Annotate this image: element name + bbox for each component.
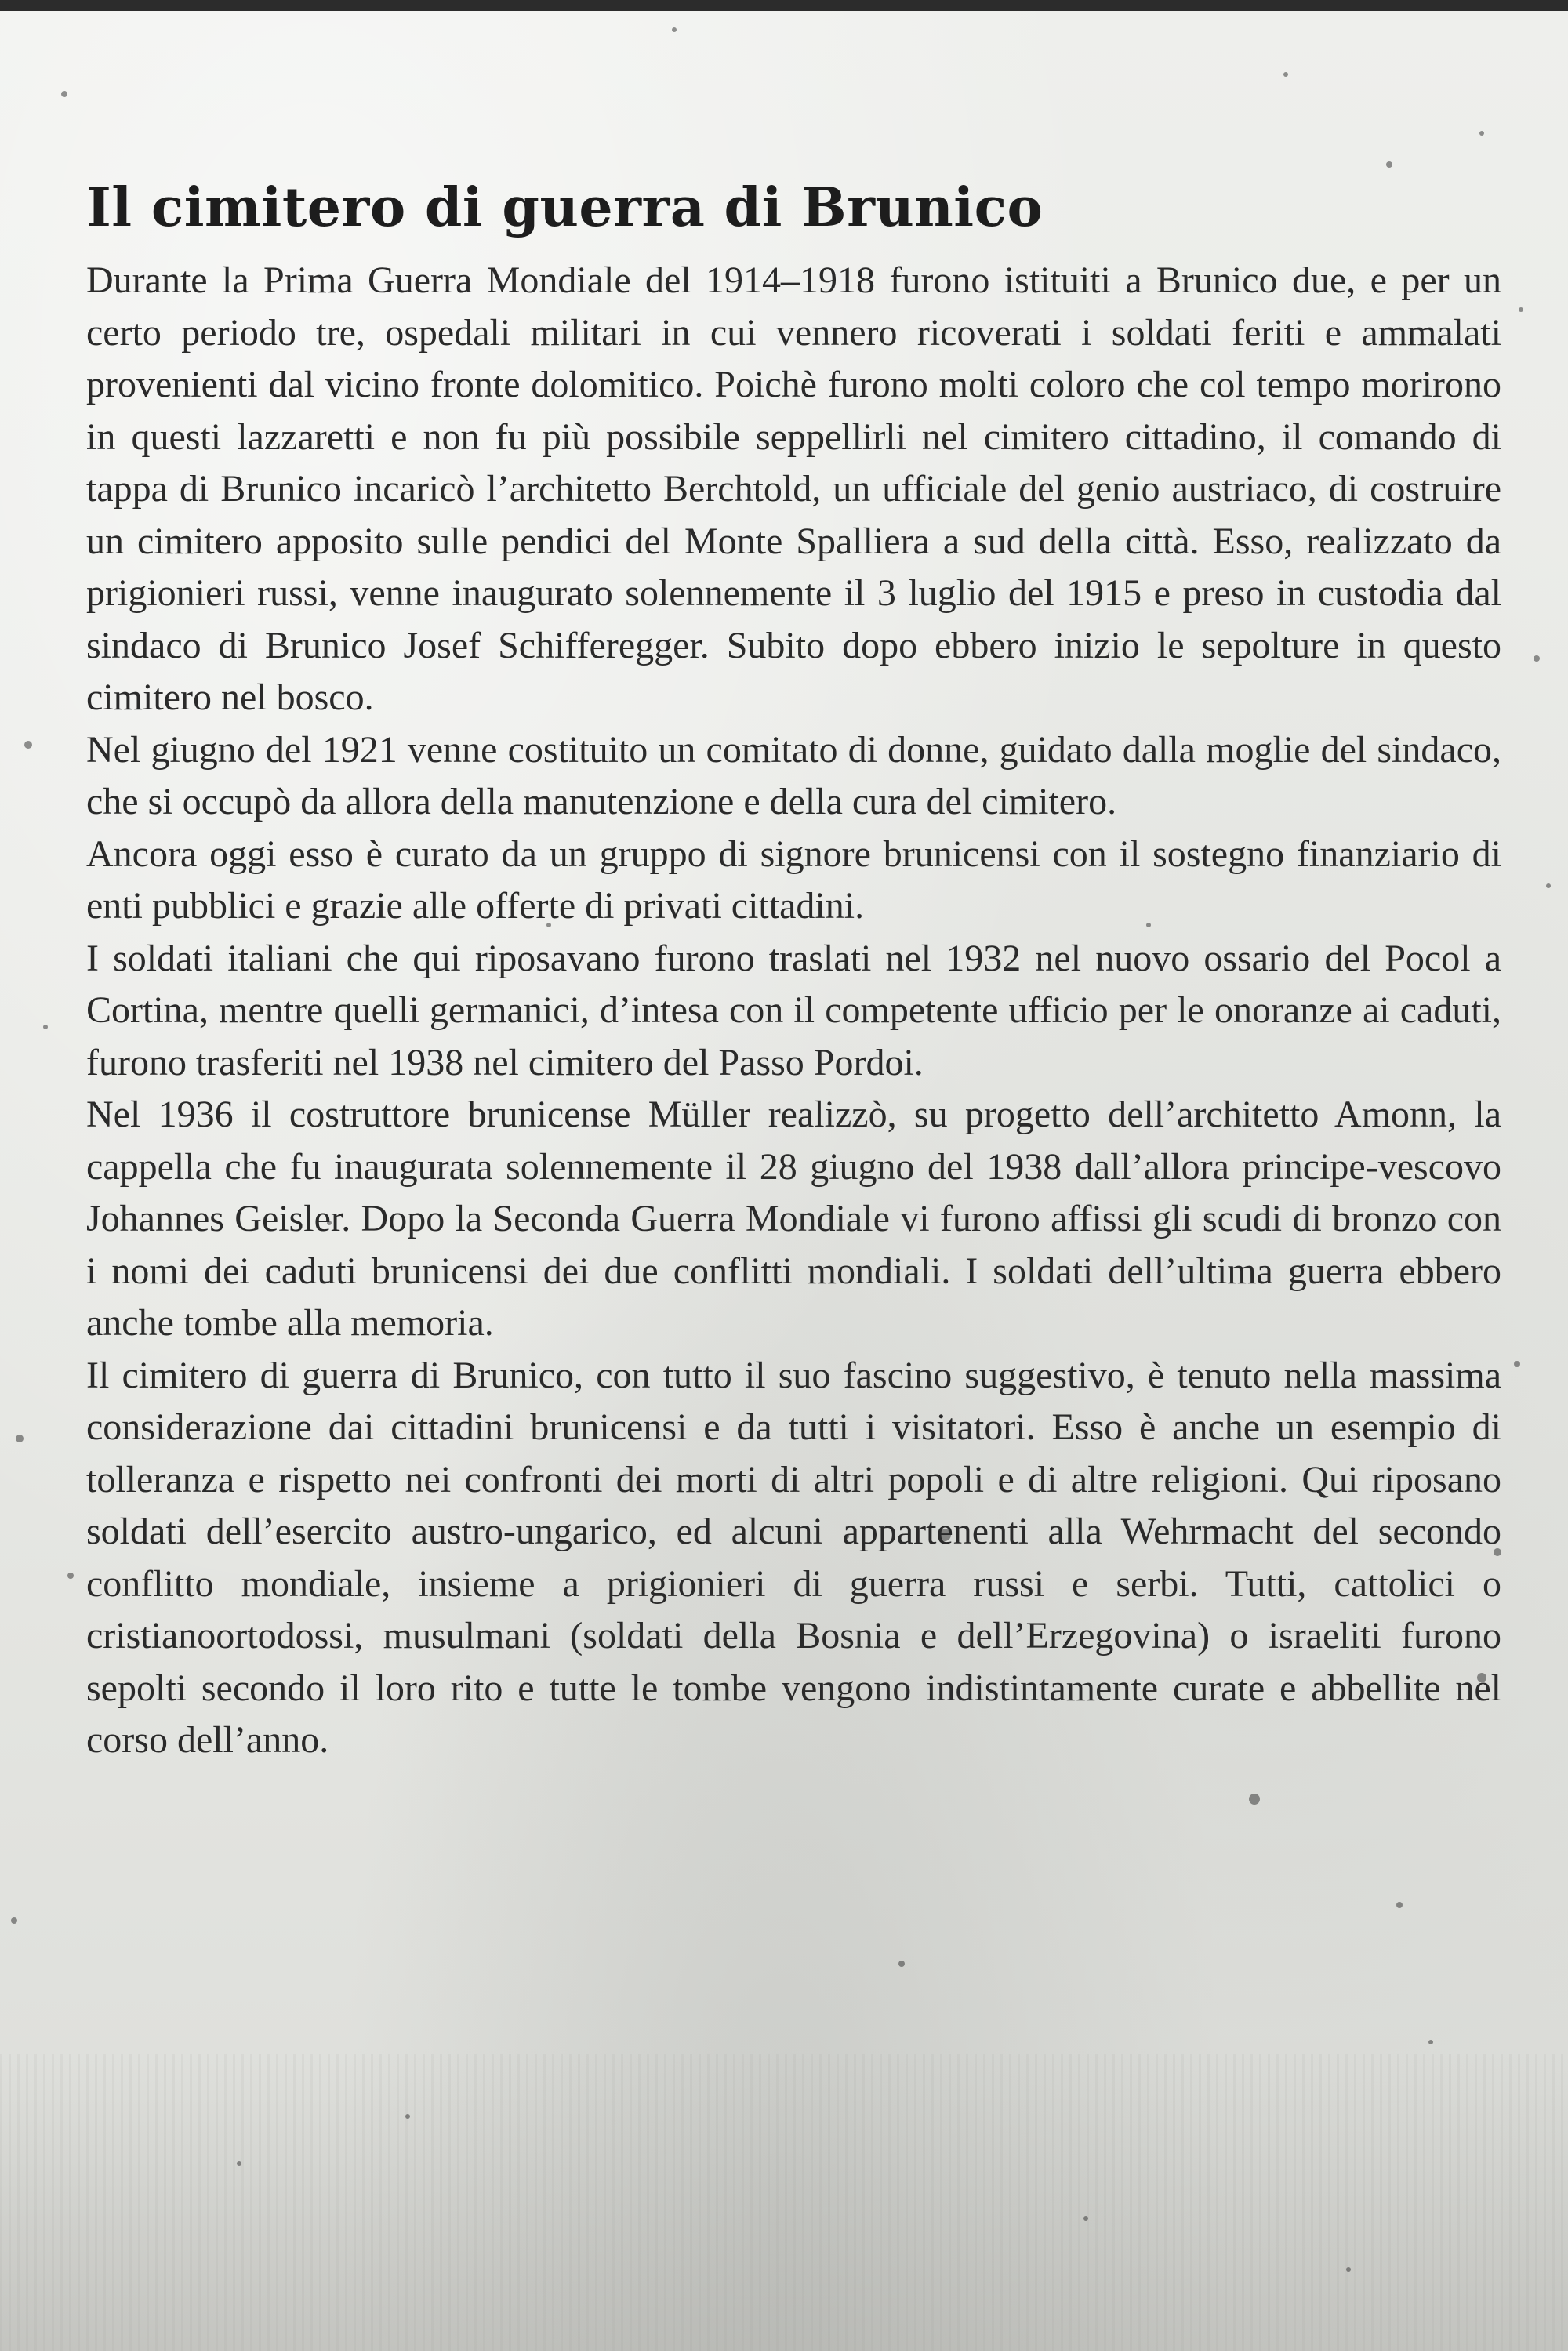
paragraph-today: Ancora oggi esso è curato da un gruppo di signore brunicensi con il sostegno finanziario di enti pubblici e grazie alle offerte di privati cittadini. <box>86 833 1501 927</box>
paragraph-chapel: Nel 1936 il costruttore brunicense Müller realizzò, su progetto dell’architetto Amonn, la cappella che fu inaugurata solennemente il 28 giugno del 1938 dall’allora principe-vescovo Johannes Geisler. Dopo la Seconda Guerra Mondiale vi furono affissi gli scudi di bronzo con i nomi dei caduti brunicensi dei due conflitti mondiali. I soldati dell’ultima guerra ebbero anche tombe alla memoria. <box>86 1094 1501 1344</box>
paragraph-transfers: I soldati italiani che qui riposavano furono traslati nel 1932 nel nuovo ossario del Pocol a Cortina, mentre quelli germanici, d’intesa con il competente ufficio per le onoranze ai caduti, furono trasferiti nel 1938 nel cimitero del Passo Pordoi. <box>86 937 1501 1083</box>
paragraph-tolerance: Il cimitero di guerra di Brunico, con tutto il suo fascino suggestivo, è tenuto nella massima considerazione dai cittadini brunicensi e da tutti i visitatori. Esso è anche un esempio di tolleranza e rispetto nei confronti dei morti di altri popoli e di altre religioni. Qui riposano soldati dell’esercito austro-ungarico, ed alcuni appartenenti alla Wehrmacht del secondo conflitto mondiale, insieme a prigionieri di guerra russi e serbi. Tutti, cattolici o cristianoortodossi, musulmani (soldati della Bosnia e dell’Erzegovina) o israeliti furono sepolti secondo il loro rito e tutte le tombe vengono indistintamente curate e abbellite nel corso dell’anno. <box>86 1354 1501 1761</box>
text-panel <box>86 176 1501 1767</box>
paragraph-committee: Nel giugno del 1921 venne costituito un comitato di donne, guidato dalla moglie del sindaco, che si occupò da allora della manutenzione e della cura del cimitero. <box>86 728 1501 822</box>
paragraph-history: Durante la Prima Guerra Mondiale del 1914–1918 furono istituiti a Brunico due, e per un certo periodo tre, ospedali militari in cui vennero ricoverati i soldati feriti e ammalati provenienti dal vicino fronte dolomitico. Poichè furono molti coloro che col tempo morirono in questi lazzaretti e non fu più possibile seppellirli nel cimitero cittadino, il comando di tappa di Brunico incaricò l’architetto Berchtold, un ufficiale del genio austriaco, di costruire un cimitero apposito sulle pendici del Monte Spalliera a sud della città. Esso, realizzato da prigionieri russi, venne inaugurato solennemente il 3 luglio del 1915 e preso in custodia dal sindaco di Brunico Josef Schifferegger. Subito dopo ebbero inizio le sepolture in questo cimitero nel bosco. <box>86 259 1501 718</box>
page-title: Il cimitero di guerra di Brunico <box>86 176 1044 239</box>
